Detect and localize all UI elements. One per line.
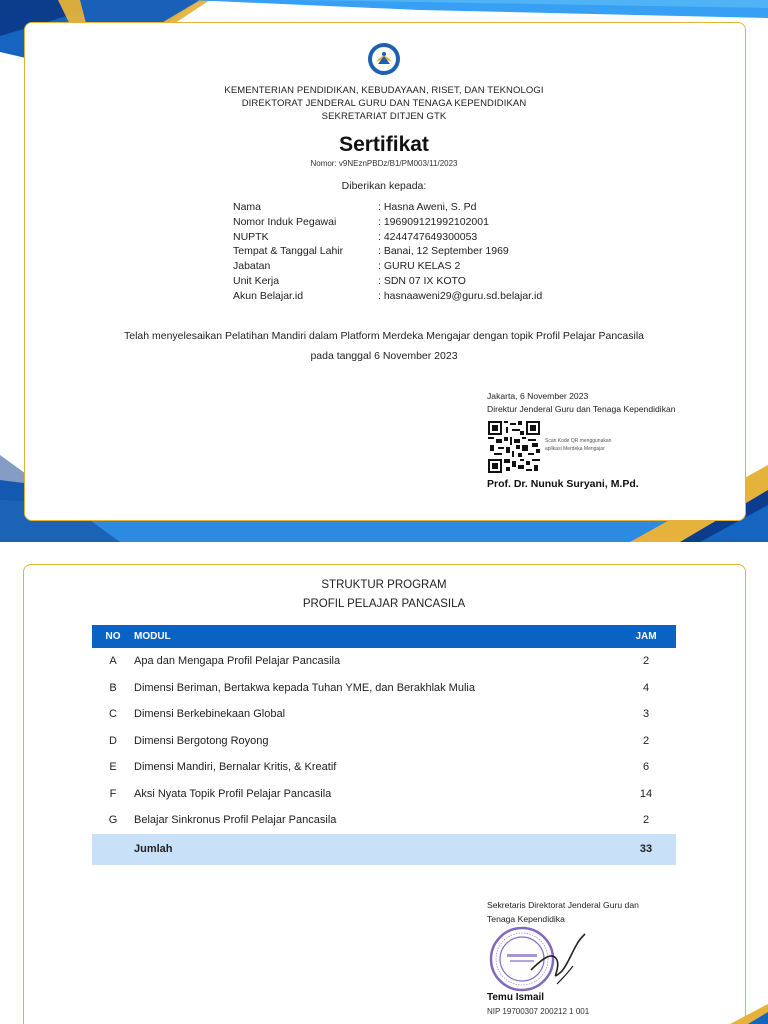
row-jam: 2 bbox=[642, 734, 650, 747]
header-modul: MODUL bbox=[134, 631, 171, 642]
row-jam: 6 bbox=[642, 761, 650, 774]
secretary-position-line-2: Tenaga Kependidika bbox=[487, 914, 565, 924]
row-jam: 2 bbox=[642, 655, 650, 668]
total-label: Jumlah bbox=[134, 843, 173, 855]
qr-caption bbox=[545, 437, 635, 453]
table-row bbox=[92, 781, 676, 808]
row-no: B bbox=[109, 681, 117, 694]
completion-statement bbox=[70, 326, 698, 366]
given-to-label: Diberikan kepada: bbox=[341, 180, 427, 192]
table-row bbox=[92, 648, 676, 675]
row-modul: Apa dan Mengapa Profil Pelajar Pancasila bbox=[134, 655, 341, 668]
ministry-line-1: KEMENTERIAN PENDIDIKAN, KEBUDAYAAN, RISET, DAN TEKNOLOGI bbox=[224, 85, 544, 96]
certificate-title: Sertifikat bbox=[339, 133, 429, 156]
program-title bbox=[0, 576, 768, 614]
page-separator bbox=[0, 542, 768, 560]
total-value: 33 bbox=[639, 843, 653, 855]
recipient-info bbox=[233, 200, 542, 304]
secretary-name: Temu Ismail bbox=[487, 992, 545, 1003]
info-label: Akun Belajar.id bbox=[233, 289, 304, 302]
row-jam: 3 bbox=[642, 708, 650, 721]
row-no: F bbox=[109, 787, 117, 800]
table-total-row bbox=[92, 834, 676, 865]
program-title-line-2: PROFIL PELAJAR PANCASILA bbox=[302, 598, 466, 610]
ministry-line-3: SEKRETARIAT DITJEN GTK bbox=[321, 111, 447, 122]
place-date: Jakarta, 6 November 2023 bbox=[487, 391, 589, 401]
info-row-nip bbox=[233, 215, 542, 230]
info-value: : Banai, 12 September 1969 bbox=[378, 245, 509, 258]
info-label: Nama bbox=[233, 201, 262, 213]
info-row-unit bbox=[233, 274, 542, 289]
qr-caption-line-1: Scan Kode QR menggunakan bbox=[545, 438, 612, 444]
program-title-line-1: STRUKTUR PROGRAM bbox=[321, 579, 447, 591]
info-value: : GURU KELAS 2 bbox=[378, 260, 461, 273]
row-modul: Dimensi Berkebinekaan Global bbox=[134, 708, 286, 721]
ministry-header bbox=[0, 84, 768, 123]
module-table bbox=[92, 625, 676, 865]
row-jam: 2 bbox=[642, 814, 650, 827]
secretary-position-line-1: Sekretaris Direktorat Jenderal Guru dan bbox=[487, 900, 639, 910]
info-label: Unit Kerja bbox=[233, 274, 280, 287]
info-value: : hasnaaweni29@guru.sd.belajar.id bbox=[378, 289, 543, 302]
table-row bbox=[92, 728, 676, 755]
info-value: : 4244747649300053 bbox=[378, 230, 478, 243]
ministry-line-2: DIREKTORAT JENDERAL GURU DAN TENAGA KEPENDIDIKAN bbox=[241, 98, 527, 109]
completion-line-2: pada tanggal 6 November 2023 bbox=[310, 350, 458, 362]
table-row bbox=[92, 754, 676, 781]
info-row-name bbox=[233, 200, 542, 215]
info-label: Jabatan bbox=[233, 260, 271, 273]
signature-icon bbox=[531, 934, 585, 976]
row-no: D bbox=[109, 734, 117, 747]
row-modul: Belajar Sinkronus Profil Pelajar Pancasila bbox=[134, 814, 337, 827]
secretary-signature-block bbox=[487, 898, 677, 926]
info-label: NUPTK bbox=[233, 230, 269, 243]
qr-code-icon bbox=[488, 421, 540, 473]
completion-line-1: Telah menyelesaikan Pelatihan Mandiri dalam Platform Merdeka Mengajar dengan topik Profil Pelajar Pancasila bbox=[123, 330, 645, 342]
row-jam: 4 bbox=[642, 681, 650, 694]
info-row-account bbox=[233, 289, 542, 304]
row-no: A bbox=[109, 655, 117, 668]
official-stamp-icon bbox=[487, 926, 591, 992]
header-no: NO bbox=[105, 631, 121, 642]
table-row bbox=[92, 807, 676, 834]
table-row bbox=[92, 675, 676, 702]
info-row-position bbox=[233, 259, 542, 274]
decorative-corner-shape bbox=[700, 1000, 768, 1024]
info-value: : 196909121992102001 bbox=[378, 215, 489, 228]
tut-wuri-handayani-logo-icon bbox=[367, 42, 401, 76]
row-jam: 14 bbox=[639, 787, 653, 800]
info-label: Nomor Induk Pegawai bbox=[233, 215, 337, 228]
row-no: G bbox=[108, 814, 118, 827]
info-label: Tempat & Tanggal Lahir bbox=[233, 245, 344, 258]
row-modul: Dimensi Bergotong Royong bbox=[134, 734, 269, 747]
row-no: C bbox=[109, 708, 117, 721]
row-modul: Aksi Nyata Topik Profil Pelajar Pancasila bbox=[134, 787, 332, 800]
info-row-nuptk bbox=[233, 230, 542, 245]
table-header bbox=[92, 625, 676, 648]
program-structure-page bbox=[0, 560, 768, 1024]
signer-position: Direktur Jenderal Guru dan Tenaga Kependidikan bbox=[487, 404, 676, 414]
table-row bbox=[92, 701, 676, 728]
certificate-number: Nomor: v9NEznPBDz/B1/PM003/11/2023 bbox=[310, 159, 458, 168]
secretary-nip: NIP 19700307 200212 1 001 bbox=[487, 1007, 590, 1016]
info-value: : SDN 07 IX KOTO bbox=[378, 274, 466, 287]
row-no: E bbox=[109, 761, 117, 774]
info-row-birth bbox=[233, 244, 542, 259]
info-value: : Hasna Aweni, S. Pd bbox=[378, 201, 477, 213]
signature-block bbox=[487, 390, 676, 416]
row-modul: Dimensi Mandiri, Bernalar Kritis, & Kreatif bbox=[134, 761, 337, 774]
qr-caption-line-2: aplikasi Merdeka Mengajar bbox=[545, 446, 605, 452]
header-jam: JAM bbox=[635, 631, 657, 642]
row-modul: Dimensi Beriman, Bertakwa kepada Tuhan YME, dan Berakhlak Mulia bbox=[134, 681, 475, 694]
signer-name: Prof. Dr. Nunuk Suryani, M.Pd. bbox=[487, 478, 639, 490]
